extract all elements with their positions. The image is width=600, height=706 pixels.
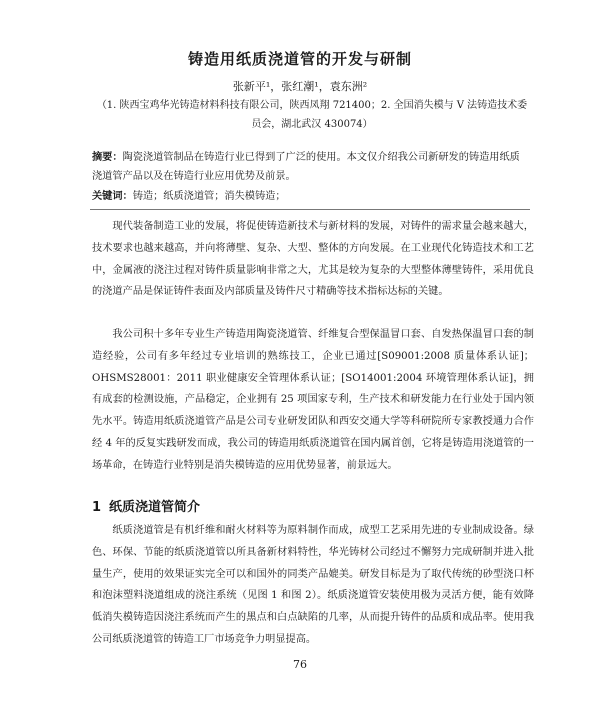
page-number: 76	[293, 658, 307, 671]
section-title: 纸质浇道管简介	[109, 500, 201, 515]
paragraph-text: 现代装备制造工业的发展，将促使铸造新技术与新材料的发展，对铸件的需求量会越来越大，技术要求也越来越高，并向将薄壁、复杂、大型、整体的方向发展。在工业现代化铸造技术和工艺中，金属液的浇注过程对铸件质量影响非常之大，尤其是较为复杂的大型整体薄壁铸件，采用优良的浇道产品是保证铸件表面及内部质量及铸件尺寸精确等技术指标达标的关键。	[92, 221, 534, 298]
body-paragraph-1	[92, 216, 534, 303]
section-number: 1	[92, 500, 102, 515]
author-affiliations: （1. 陕西宝鸡华光铸造材料科技有限公司，陕西凤翔 721400；2. 全国消失模与 V 法铸造技术委员会，湖北武汉 430074）	[96, 100, 528, 130]
body-paragraph-3	[92, 520, 534, 651]
keywords-label: 关键词：	[92, 190, 133, 202]
keywords	[92, 187, 528, 206]
body-paragraph-2	[92, 324, 534, 477]
abstract-text: 陶瓷浇道管制品在铸造行业已得到了广泛的使用。本文仅介绍我公司新研发的铸造用纸质浇道管产品以及在铸造行业应用优势及前景。	[92, 152, 520, 182]
keywords-text: 铸造；纸质浇道管；消失模铸造；	[132, 191, 286, 202]
paper-authors: 张新平¹，张红潮¹，袁东洲²	[232, 80, 368, 93]
paper-title: 铸造用纸质浇道管的开发与研制	[187, 50, 412, 68]
abstract-label: 摘要：	[92, 151, 123, 163]
abstract	[92, 148, 528, 186]
paragraph-text: 纸质浇道管是有机纤维和耐火材料等为原料制作而成，成型工艺采用先进的专业制成设备。绿色、环保、节能的纸质浇道管以所具备新材料特性，华光铸材公司经过不懈努力完成研制并进入批量生产，使用的效果证实完全可以和国外的同类产品媲美。研发目标是为了取代传统的砂型浇口杯和泡沫塑料浇道组成的浇注系统（见图 1 和图 2）。纸质浇道管安装使用极为灵活方便，能有效降低消失模铸造因浇注系统而产生的黑点和白点缺陷的几率，从而提升铸件的品质和成品率。使用我公司纸质浇道管的铸造工厂市场竞争力明显提高。	[92, 525, 534, 645]
separator-line	[90, 209, 530, 210]
paragraph-text: 我公司积十多年专业生产铸造用陶瓷浇道管、纤维复合型保温冒口套、自发热保温冒口套的制造经验，公司有多年经过专业培训的熟练技工，企业已通过[S09001:2008 质量体系认证]；OHSMS28001：2011 职业健康安全管理体系认证；[SO14001:2004 环境管理体系认证]，拥有成套的检测设施，产品稳定，企业拥有 25 项国家专利，生产技术和研发能力在行业处于国内领先水平。铸造用纸质浇道管产品是公司专业研发团队和西安交通大学等科研院所专家教授通力合作经 4 年的反复实践研发而成，我公司的铸造用纸质浇道管在国内属首创，它将是铸造用浇道管的一场革命，在铸造行业特别是消失模铸造的应用优势显著，前景远大。	[92, 329, 534, 471]
section-heading	[92, 496, 200, 515]
